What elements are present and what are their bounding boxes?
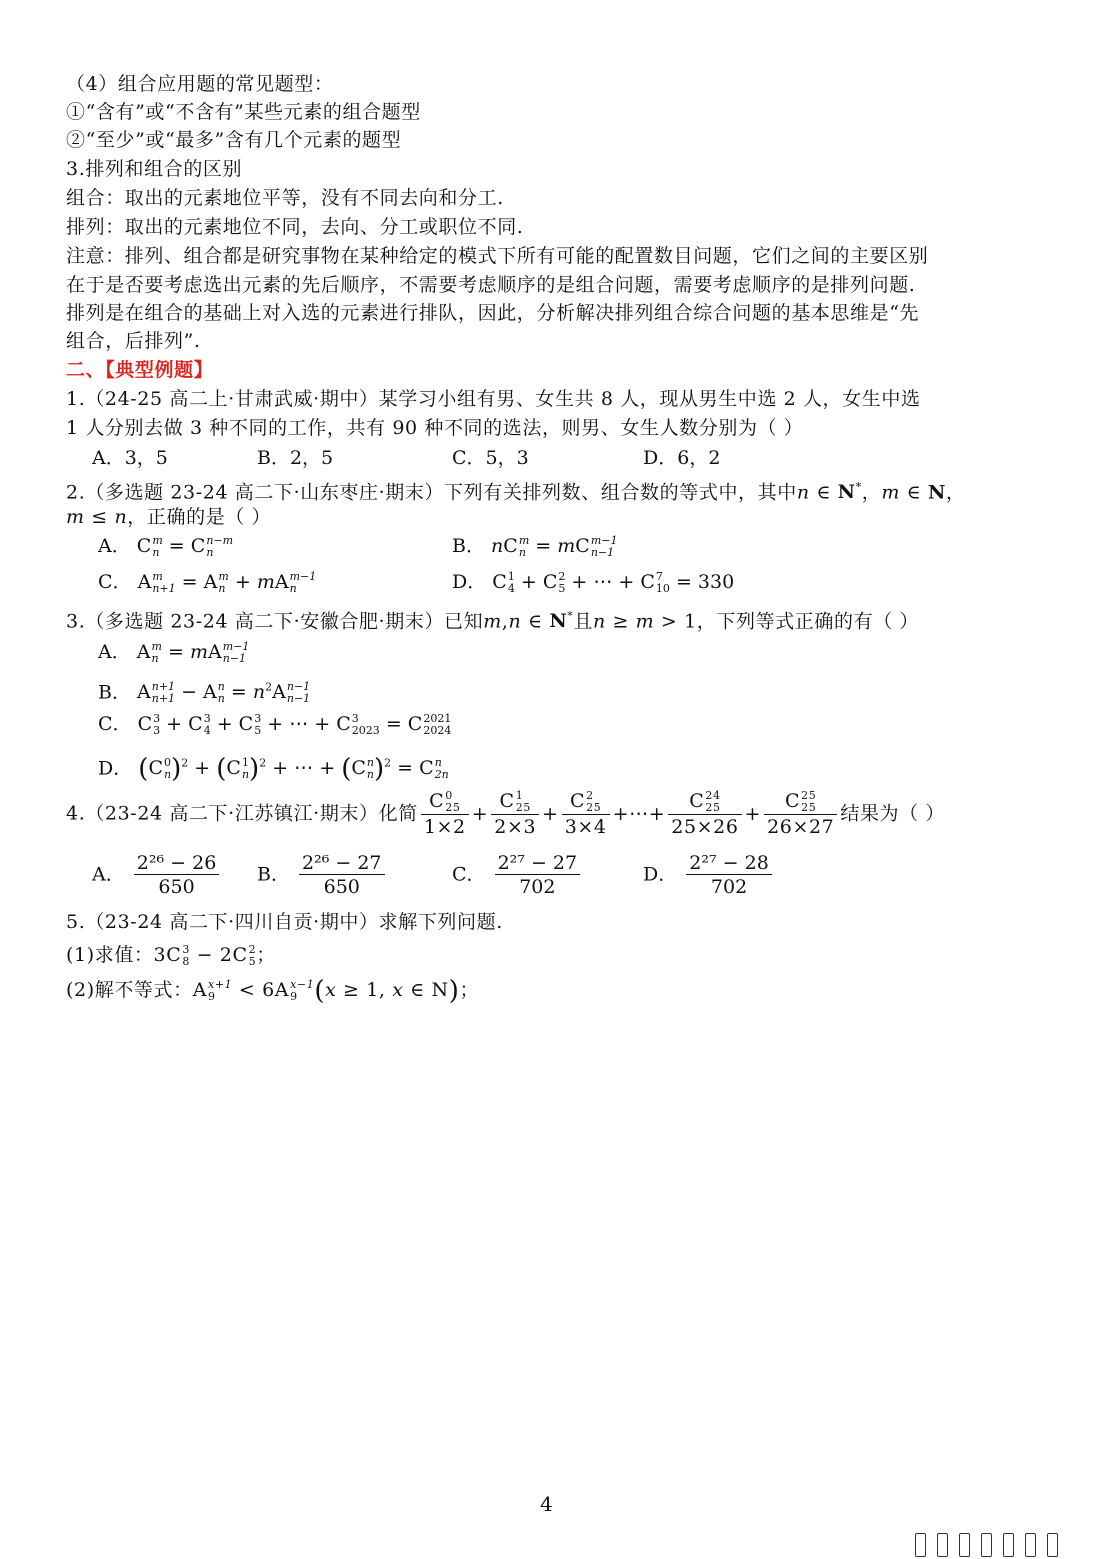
q2-stem-text: 2.（多选题 23-24 高二下·山东枣庄·期末）下列有关排列数、组合数的等式中，其中 (66, 481, 797, 504)
text-line: ①“含有”或“不含有”某些元素的组合题型 (66, 101, 421, 123)
question-3-stem: 3.（多选题 23-24 高二下·安徽合肥·期末）已知m,n ∈ N*且n ≥ m > 1，下列等式正确的有（ ） (66, 610, 920, 633)
q4-stem-tail: 结果为（ ） (840, 802, 945, 825)
q4-d-den: 702 (710, 876, 748, 898)
q4-stem-text: 4.（23-24 高二下·江苏镇江·期末）化简 (66, 802, 418, 825)
q5-p1-label: (1)求值： (66, 944, 154, 966)
q4-option-c (452, 852, 583, 899)
q4-a-num: 2²⁶ − 26 (134, 852, 220, 875)
q3-option-b-label: B． (98, 681, 131, 704)
q3-option-c-label: C． (98, 713, 132, 735)
text-line: （4）组合应用题的常见题型： (66, 73, 334, 95)
text-line: ②“至少”或“最多”含有几个元素的题型 (66, 129, 402, 151)
q3-stem-mid: 且 (573, 610, 594, 633)
q3-stem-text: 3.（多选题 23-24 高二下·安徽合肥·期末）已知 (66, 610, 484, 633)
section-title: 二、【典型例题】 (66, 359, 214, 381)
text-line: 排列是在组合的基础上对入选的元素进行排队，因此，分析解决排列组合综合问题的基本思维是“先 (66, 302, 920, 324)
q4-option-c-label: C． (452, 863, 486, 886)
q2-cond-tail: ，正确的是（ ） (127, 506, 272, 528)
q2-option-d: D． C 1 4 + C 2 5 + ⋯ + C 7 10 = 330 (452, 570, 735, 595)
q2-option-c: C． A m n+1 = A m n + mA m−1 n (98, 570, 317, 595)
q1-option-c: C．5，3 (452, 447, 529, 469)
text-line: 排列：取出的元素地位不同，去向、分工或职位不同. (66, 216, 524, 238)
text-line: 组合：取出的元素地位平等，没有不同去向和分工. (66, 187, 504, 209)
q4-b-num: 2²⁶ − 27 (299, 852, 385, 875)
q5-p2-label: (2)解不等式： (66, 979, 193, 1001)
q4-option-b-label: B． (257, 863, 290, 886)
question-5-part-2: (2)解不等式：A x+1 9 < 6A x−1 9 (x ≥ 1, x ∈ N)； (66, 976, 480, 1006)
q1-option-a: A．3，5 (92, 447, 168, 469)
q3-option-a-label: A． (98, 641, 131, 663)
watermark-logo-icon (915, 1533, 1075, 1557)
q1-option-d: D．6，2 (643, 447, 721, 469)
question-1-stem-cont: 1 人分别去做 3 种不同的工作，共有 90 种不同的选法，则男、女生人数分别为（ ） (66, 417, 804, 439)
text-line: 组合，后排列”. (66, 330, 201, 352)
text-line: 注意：排列、组合都是研究事物在某种给定的模式下所有可能的配置数目问题，它们之间的主要区别 (66, 245, 929, 267)
q1-option-b: B．2，5 (257, 447, 334, 469)
q4-option-a (92, 852, 222, 899)
q2-option-a-label: A． (98, 535, 131, 557)
q4-option-d-label: D． (643, 863, 678, 886)
question-2-cond: m ≤ n，正确的是（ ） (66, 506, 272, 528)
q4-option-d (643, 852, 775, 899)
q2-option-c-label: C． (98, 571, 132, 593)
question-5-stem: 5.（23-24 高二下·四川自贡·期中）求解下列问题. (66, 911, 503, 933)
question-2-stem: 2.（多选题 23-24 高二下·山东枣庄·期末）下列有关排列数、组合数的等式中，其中n ∈ N*，m ∈ N， (66, 481, 966, 504)
q3-option-a: A． A m n = mA m−1 n−1 (98, 640, 250, 665)
q4-option-b (257, 852, 388, 899)
q4-option-a-label: A． (92, 863, 125, 886)
q2-option-b-label: B． (452, 535, 485, 557)
q4-c-num: 2²⁷ − 27 (495, 852, 581, 875)
q2-option-d-label: D． (452, 571, 487, 593)
q3-option-d: D． (C 0 n )$^2$ + (C 1 n )$^2$ + ⋯ + (C n n )$^2$ = C n 2n (98, 754, 449, 785)
q4-c-den: 702 (519, 876, 556, 898)
q2-option-b: B． nC m n = mC m−1 n−1 (452, 534, 618, 559)
q4-d-num: 2²⁷ − 28 (686, 852, 772, 875)
page-number: 4 (540, 1492, 553, 1516)
text-line: 3.排列和组合的区别 (66, 158, 243, 180)
q3-stem-tail: ，下列等式正确的有（ ） (696, 610, 920, 633)
question-4-stem: 4.（23-24 高二下·江苏镇江·期末）化简 C 0 25 1×2 + C 1 25 2×3 + C 2 25 3×4 +⋯+ C 24 25 25×26 + C 25 25 26×27 结果为（ ） (66, 789, 945, 838)
q4-b-den: 650 (323, 876, 360, 898)
question-5-part-1: (1)求值：3C 3 8 − 2C 2 5 ； (66, 943, 276, 968)
q2-d-value: 330 (697, 571, 735, 593)
q4-a-den: 650 (158, 876, 195, 898)
q2-option-a: A． C m n = C n−m n (98, 534, 234, 559)
q3-option-c: C． C 3 3 + C 3 4 + C 3 5 + ⋯ + C 3 2023 = C 2021 2024 (98, 712, 452, 737)
text-line: 在于是否要考虑选出元素的先后顺序，不需要考虑顺序的是组合问题，需要考虑顺序的是排列问题. (66, 274, 916, 296)
question-1-stem: 1.（24-25 高二上·甘肃武威·期中）某学习小组有男、女生共 8 人，现从男生中选 2 人，女生中选 (66, 388, 921, 410)
q3-option-d-label: D． (98, 757, 133, 780)
q3-option-b: B． A n+1 n+1 − A n n = $n^2A$ n−1 n−1 (98, 680, 311, 706)
